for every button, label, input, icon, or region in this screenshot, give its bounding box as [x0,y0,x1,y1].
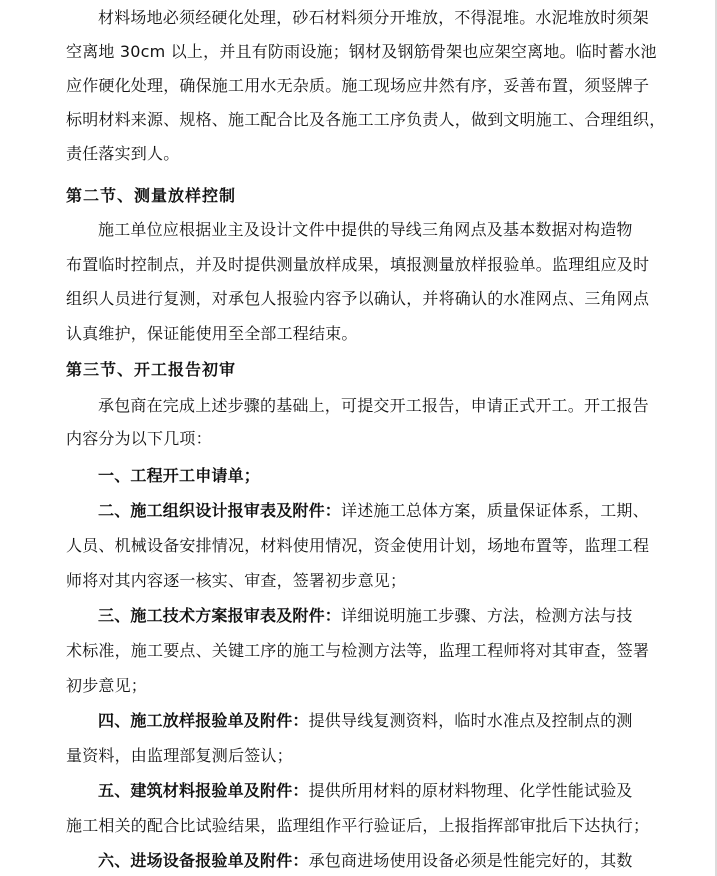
paragraph-line: 师将对其内容逐一核实、审查，签署初步意见； [66,571,407,590]
list-item-title: 六、进场设备报验单及附件： [98,851,309,870]
paragraph-line: 布置临时控制点，并及时提供测量放样成果，填报测量放样报验单。监理组应及时 [66,255,650,274]
paragraph-line: 施工单位应根据业主及设计文件中提供的导线三角网点及基本数据对构造物 [98,220,633,239]
paragraph-line: 承包商在完成上述步骤的基础上，可提交开工报告，申请正式开工。开工报告 [98,396,649,415]
list-item-text: 详细说明施工步骤、方法，检测方法与技 [341,606,633,625]
paragraph-line: 术标准，施工要点、关键工序的施工与检测方法等，监理工程师将对其审查，签署 [66,641,650,660]
section-heading: 第三节、开工报告初审 [66,360,237,379]
list-item [98,777,633,805]
list-item-text: 提供所用材料的原材料物理、化学性能试验及 [308,781,633,800]
list-item [98,497,649,525]
paragraph-line: 施工相关的配合比试验结果，监理组作平行验证后，上报指挥部审批后下达执行； [66,816,650,835]
section-heading: 第二节、测量放样控制 [66,186,237,205]
list-item [98,707,633,735]
list-item [98,847,633,875]
paragraph-line: 初步意见； [66,676,148,695]
paragraph-line: 内容分为以下几项： [66,429,212,448]
paragraph-line: 空离地 30cm 以上，并且有防雨设施；钢材及钢筋骨架也应架空离地。临时蓄水池 [66,42,657,61]
paragraph-line: 材料场地必须经硬化处理，砂石材料须分开堆放，不得混堆。水泥堆放时须架 [98,8,649,27]
paragraph-line: 责任落实到人。 [66,144,180,163]
paragraph-line: 人员、机械设备安排情况，材料使用情况，资金使用计划，场地布置等，监理工程 [66,536,650,555]
list-item-title: 五、建筑材料报验单及附件： [98,781,309,800]
list-item-text: 提供导线复测资料，临时水准点及控制点的测 [308,711,633,730]
paragraph-line: 应作硬化处理，确保施工用水无杂质。施工现场应井然有序，妥善布置，须竖牌子 [66,76,650,95]
list-item [98,602,633,630]
list-item-text: 承包商进场使用设备必须是性能完好的，其数 [308,851,633,870]
list-item-title: 三、施工技术方案报审表及附件： [98,606,342,625]
list-item [98,462,260,490]
list-item-title: 二、施工组织设计报审表及附件： [98,501,342,520]
paragraph-line: 标明材料来源、规格、施工配合比及各施工工序负责人，做到文明施工、合理组织， [66,110,666,129]
list-item-title: 四、施工放样报验单及附件： [98,711,309,730]
list-item-text: 详述施工总体方案，质量保证体系，工期、 [341,501,649,520]
paragraph-line: 量资料，由监理部复测后签认； [66,746,293,765]
list-item-title: 一、工程开工申请单； [98,466,261,485]
paragraph-line: 认真维护，保证能使用至全部工程结束。 [66,324,358,343]
paragraph-line: 组织人员进行复测，对承包人报验内容予以确认，并将确认的水准网点、三角网点 [66,289,650,308]
